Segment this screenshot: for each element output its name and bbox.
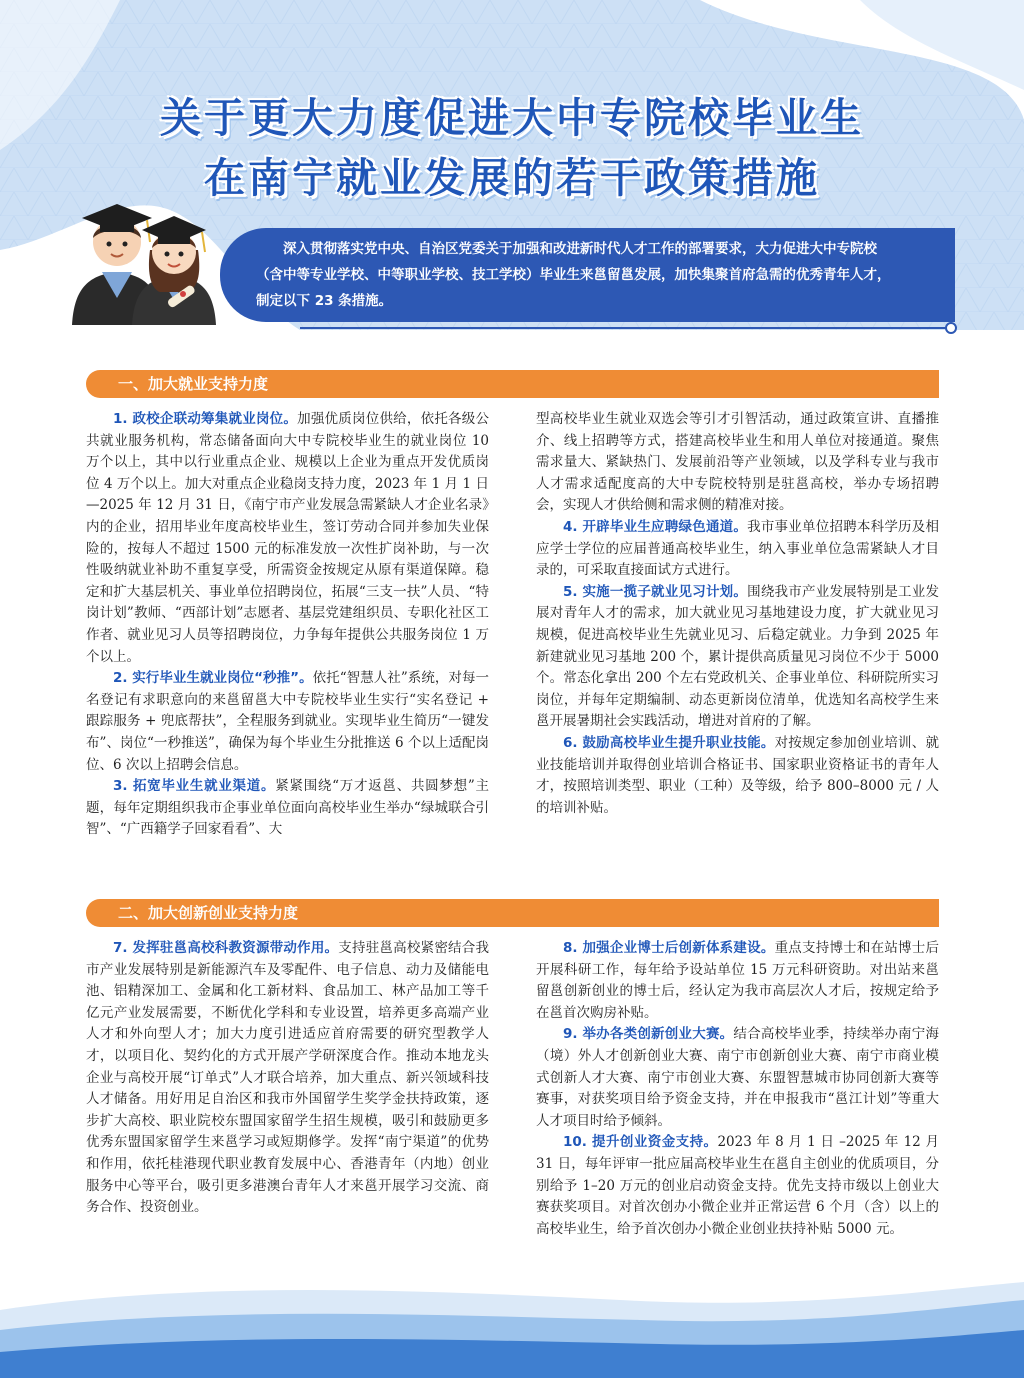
policy-item-9 (536, 1024, 939, 1132)
policy-item-6-title: 6. 鼓励高校毕业生提升职业技能。 (563, 734, 775, 751)
intro-text: 深入贯彻落实党中央、自治区党委关于加强和改进新时代人才工作的部署要求，大力促进大中专院校（含中等专业学校、中等职业学校、技工学校）毕业生来邕留邕发展，加快集聚首府急需的优秀青年人才，制定以下 23 条措施。 (256, 241, 891, 309)
policy-item-9-title: 9. 举办各类创新创业大赛。 (563, 1026, 734, 1043)
policy-item-2 (86, 668, 489, 776)
policy-item-10 (536, 1132, 939, 1240)
policy-item-3-title: 3. 拓宽毕业生就业渠道。 (113, 778, 276, 795)
section-2-right-column (536, 938, 939, 1240)
section-heading-2-label: 二、加大创新创业支持力度 (118, 904, 299, 922)
policy-item-4-title: 4. 开辟毕业生应聘绿色通道。 (563, 518, 748, 535)
section-2-left-column (86, 938, 489, 1219)
policy-item-10-text: 2023 年 8 月 1 日 –2025 年 12 月 31 日，每年评审一批应届高校毕业生在邕自主创业的优质项目，分别给予 1–20 万元的创业启动资金支持。优先支持市级以上创业大赛获奖项目。对首次创办小微企业并正常运营 6 个月（含）以上的高校毕业生，给予首次创办小微企业创业扶持补贴 5000 元。 (536, 1134, 939, 1237)
policy-item-4-text: 我市事业单位招聘本科学历及相应学士学位的应届普通高校毕业生，纳入事业单位急需紧缺人才目录的，可采取直接面试方式进行。 (536, 518, 939, 579)
section-1-right-column (536, 409, 939, 819)
title-line-2: 在南宁就业发展的若干政策措施 (204, 154, 820, 202)
policy-item-5-text: 围绕我市产业发展特别是工业发展对青年人才的需求，加大就业见习基地建设力度，扩大就业见习规模，促进高校毕业生先就业见习、后稳定就业。力争到 2025 年新建就业见习基地 200 个，累计提供高质量见习岗位不少于 5000 个。常态化拿出 200 个左右党政机关、企事业单位、科研院所实习岗位，并每年定期编制、动态更新岗位清单，优选知名高校学生来邕开展暑期社会实践活动，增进对首府的了解。 (536, 583, 939, 730)
policy-item-3-text-cont: 型高校毕业生就业双选会等引才引智活动，通过政策宣讲、直播推介、线上招聘等方式，搭建高校毕业生和用人单位对接通道。聚焦需求量大、紧缺热门、发展前沿等产业领域，以及学科专业与我市人才需求适配度高的大中专院校特别是驻邕高校，举办专场招聘会，实现人才供给侧和需求侧的精准对接。 (536, 411, 939, 514)
section-1-left-column (86, 409, 489, 841)
policy-item-5-title: 5. 实施一揽子就业见习计划。 (563, 583, 748, 600)
policy-item-1 (86, 409, 489, 668)
policy-item-5 (536, 582, 939, 733)
policy-item-6-text: 对按规定参加创业培训、就业技能培训并取得创业培训合格证书、国家职业资格证书的青年人才，按照培训类型、职业（工种）及等级，给予 800–8000 元 / 人的培训补贴。 (536, 734, 940, 816)
policy-item-7 (86, 938, 489, 1219)
policy-item-6 (536, 733, 939, 819)
policy-item-9-text: 结合高校毕业季，持续举办南宁海（境）外人才创新创业大赛、南宁市创新创业大赛、南宁市商业模式创新人才大赛、南宁市创业大赛、东盟智慧城市协同创新大赛等赛事，对获奖项目给予资金支持，并在申报我市“邕江计划”等重大人才项目时给予倾斜。 (536, 1026, 939, 1129)
policy-item-3-text: 紧紧围绕“万才返邕、共圆梦想”主题，每年定期组织我市企事业单位面向高校毕业生举办“绿城联合引智”、“广西籍学子回家看看”、大 (86, 778, 489, 838)
title-line-1: 关于更大力度促进大中专院校毕业生 (160, 94, 864, 142)
policy-item-2-text: 依托“智慧人社”系统，对每一名登记有求职意向的来邕留邕大中专院校毕业生实行“实名登记 + 跟踪服务 + 兜底帮扶”，全程服务到就业。实现毕业生简历“一键发布”、岗位“一秒推送”，确保为每个毕业生分批推送 6 个以上适配岗位、6 次以上招聘会信息。 (86, 670, 489, 773)
policy-item-10-title: 10. 提升创业资金支持。 (563, 1134, 718, 1151)
intro-divider (300, 327, 950, 329)
policy-item-1-text: 加强优质岗位供给，依托各级公共就业服务机构，常态储备面向大中专院校毕业生的就业岗位 10 万个以上，其中以行业重点企业、规模以上企业为重点开发优质岗位 4 万个以上。加大对重点企业稳岗支持力度，2023 年 1 月 1 日—2025 年 12 月 31 日，《南宁市产业发展急需紧缺人才企业名录》内的企业，招用毕业年度高校毕业生，签订劳动合同并参加失业保险的，按每人不超过 1500 元的标准发放一次性扩岗补助，与一次性吸纳就业补助不重复享受，所需资金按规定从原有渠道保障。稳定和扩大基层机关、事业单位招聘岗位，拓展“三支一扶”人员、“特岗计划”教师、“西部计划”志愿者、基层党建组织员、专职化社区工作者、就业见习人员等招聘岗位，力争每年提供公共服务岗位 1 万个以上。 (86, 411, 489, 665)
intro-divider-dot (945, 322, 957, 334)
policy-item-3 (86, 776, 489, 841)
policy-item-7-title: 7. 发挥驻邕高校科教资源带动作用。 (113, 940, 339, 956)
policy-item-4 (536, 517, 939, 582)
policy-item-3-continued (536, 409, 939, 517)
section-heading-1 (86, 370, 939, 398)
policy-item-7-text: 支持驻邕高校紧密结合我市产业发展特别是新能源汽车及零配件、电子信息、动力及储能电池、铝精深加工、金属和化工新材料、食品加工、林产品加工等千亿元产业发展需要，不断优化学科和专业设置，培养更多高端产业人才和外向型人才；加大力度引进适应首府需要的研究型教学人才，以项目化、契约化的方式开展产学研深度合作。推动本地龙头企业与高校开展“订单式”人才联合培养，加大重点、新兴领域科技人才储备。用好用足自治区和我市外国留学生奖学金扶持政策，逐步扩大高校、职业院校东盟国家留学生招生规模，吸引和鼓励更多优秀东盟国家留学生来邕学习或短期修学。发挥“南宁渠道”的优势和作用，依托桂港现代职业教育发展中心、香港青年（内地）创业服务中心等平台，吸引更多港澳台青年人才来邕开展学习交流、商务合作、投资创业。 (86, 940, 489, 1216)
policy-item-1-title: 1. 政校企联动筹集就业岗位。 (113, 411, 298, 427)
section-heading-2 (86, 899, 939, 927)
policy-item-8-title: 8. 加强企业博士后创新体系建设。 (563, 940, 775, 956)
wave-decoration (0, 1270, 1024, 1378)
policy-item-8-text: 重点支持博士和在站博士后开展科研工作，每年给予设站单位 15 万元科研资助。对出站来邕留邕创新创业的博士后，经认定为我市高层次人才后，按规定给予在邕首次购房补贴。 (536, 940, 940, 1021)
policy-item-8 (536, 938, 939, 1024)
graduates-illustration (62, 180, 232, 325)
policy-item-2-title: 2. 实行毕业生就业岗位“秒推”。 (113, 670, 313, 687)
section-heading-1-label: 一、加大就业支持力度 (118, 375, 269, 393)
